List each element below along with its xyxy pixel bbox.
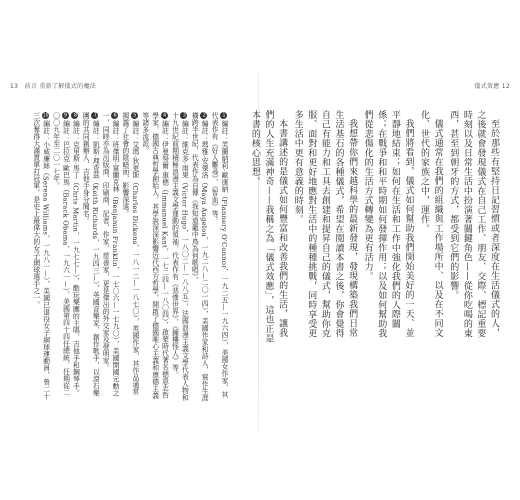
footnote-number: 7 [91,112,98,119]
footnote [119,112,139,402]
footnote-text: 編註：芙蘭納莉·歐康納（Flannery O'Connor，一九二五—一九六四），美國女作家，其代表作有《好人難尋》、《智血》等。 [210,112,228,399]
footnote-number: 6 [111,112,118,119]
footnote [70,112,80,402]
running-header-right: 儀式效應 12 [474,83,510,90]
body-paragraph: 至於那些有堅持日記習慣或者深度在生活儀式的人，之後就會發現儀式在自己工作、朋友、交際、標記重要時刻以及日常生活中扮演著關鍵角色——從你吃喝的東西，甚至到朝牙的方式，都受到它們的影響。 [448,110,499,338]
footnote [169,112,189,402]
footnote-text: 編註：伊曼努爾·康德（Immanuel Kant，一七二四—一八〇四），啟蒙時代著名德意志哲學家，德國古典哲學創始人，其學說深深影響近代西方哲學，開啟了德國唯心主義和康德主義等諸多流派。 [140,112,169,399]
footnote-text: 編註：瑪雅·安傑洛（Maya Angelou，一九二八—二〇一四），美國作家和詩人，寫作生涯橫跨半世紀，代表作為自傳《我知道籠中鳥為何歌唱》。 [190,112,209,402]
body-paragraph: 儀式通常在我們的組織與工作場所中、以及在不同文化、世代的家族之中，運作。 [419,110,443,338]
footnote [79,112,99,402]
footnote-text: 編註：小威廉絲（Serena Williams，一九八一—），美國已退役女子網球運動員，曾二十三次奪得大滿貫單打冠軍，是史上最偉大的女子網球選手之一。 [31,112,50,400]
footnote [50,112,70,402]
footnote-number: 1 [220,112,227,119]
footnote [188,112,208,402]
footnotes [31,112,228,402]
footnote [208,112,228,402]
footnote-number: 3 [180,112,187,119]
footnote-number: 10 [42,113,49,118]
footnote [30,112,50,402]
footnote-text: 編註：艾瑪·狄更斯（Charles Dickens，一八一二—一八七〇），英國作家，其作品通常揭露了社會的陰暗面，影響深遠。 [120,112,139,396]
footnote [139,112,169,402]
footnote-number: 9 [62,112,69,119]
footnote-text: 編註：凱斯·理查茲（Keith Richards，一九四三—），英國音樂家、創作歌手，以滾石樂團的共同創辦人、吉他手身分聞名。 [81,112,100,397]
footnote-text: 編註：克里斯·馬丁（Chris Martin，一九七七—），酷玩樂團的主唱、吉他手和鋼琴手。 [71,120,80,397]
body-text [249,110,500,345]
footnote-number: 8 [71,112,78,119]
footnote [99,112,119,402]
footnote-text: 編註：班傑明·富蘭克林（Benjamin Franklin，一七〇六—一七九〇），美國開國元勳之一，同時亦為出版商、印刷商、記者、作家、慈善家，更是傑出的外交家及發明家。 [101,112,120,397]
footnote-number: 5 [131,112,138,119]
footnote-text: 編註：巴拉克·歐巴馬（Barack Obama，一九六一—），美國第四十四任總統，任期從二〇〇九年至二〇一七年。 [51,112,70,397]
footnote-number: 4 [161,112,168,119]
footnote-text: 編註：維克多·雨果（Victor Hugo，一八〇二—一八八五），法國浪漫主義文學代表人物和十九世紀前期積極浪漫主義文學運動的領袖，代表作有《悲慘世界》、《鐘樓怪人》等。 [170,112,189,401]
running-header-left: 13 前言 重新了解儀式的魔法 [10,83,97,90]
footnote-number: 2 [200,112,207,119]
body-paragraph: 我們將看到，儀式如何幫助我們開始美好的一天、並平靜地結束；如何在生活和工作中強化我們的人際關係；在戰爭和和平時期如何發揮作用；以及如何幫助我們從悲傷化的生活方式轉變為更有活力。 [362,110,414,338]
body-paragraph: 我想帶你們來越科學的最新發現，發現構築我們日常生活基石的各種儀式，希望在閱讀本書之後，你會覺得自己有能力和工具去創建和提昇自己的儀式，幫助你克服、面對和更好地應對生活中的種種挑戰，同時享受更多生活中更有意義的時刻。 [292,110,358,338]
body-paragraph: 本書講述的是儀式如何豐富和改善我們的生活，讓我們的人生充滿神奇——我稱之為「儀式效應」，這也正是本書的核心思想。 [249,110,288,343]
